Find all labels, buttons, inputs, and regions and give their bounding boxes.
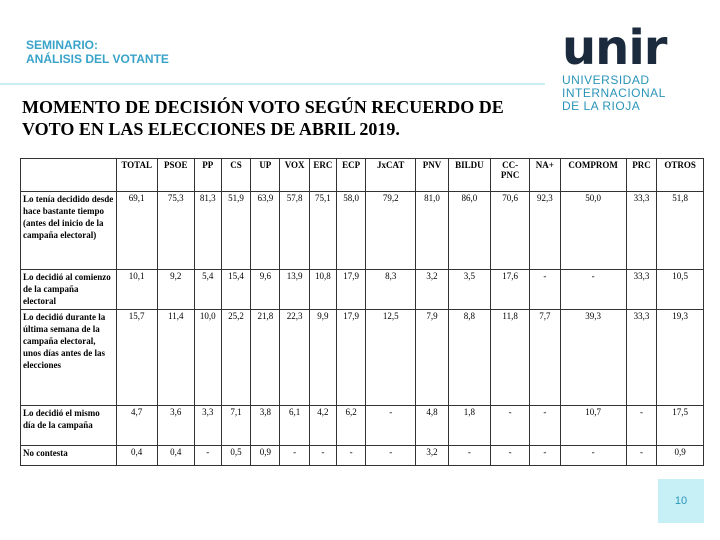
table-cell: 4,7 xyxy=(116,406,157,446)
table-cell: 50,0 xyxy=(560,192,626,270)
table-cell: - xyxy=(530,446,560,466)
table-cell: 11,4 xyxy=(157,310,194,406)
table-cell: 81,3 xyxy=(194,192,221,270)
table-row xyxy=(21,192,704,270)
table-cell: 57,8 xyxy=(280,192,309,270)
table-cell: 10,5 xyxy=(657,270,704,310)
column-header: ERC xyxy=(309,159,336,192)
column-header: CC-PNC xyxy=(491,159,530,192)
table-cell: 3,6 xyxy=(157,406,194,446)
logo-line-2: INTERNACIONAL xyxy=(562,86,666,100)
column-header: PSOE xyxy=(157,159,194,192)
table-cell: 81,0 xyxy=(416,192,449,270)
column-header: PNV xyxy=(416,159,449,192)
table-cell: 0,4 xyxy=(116,446,157,466)
logo-line-1: UNIVERSIDAD xyxy=(562,73,650,87)
table-cell: 7,9 xyxy=(416,310,449,406)
row-label: No contesta xyxy=(21,446,117,466)
row-label: Lo tenía decidido desde hace bastante tiempo (antes del inicio de la campaña electoral) xyxy=(21,192,117,270)
table-cell: - xyxy=(366,406,416,446)
table-cell: 17,6 xyxy=(491,270,530,310)
table-cell: 4,8 xyxy=(416,406,449,446)
table-cell: - xyxy=(336,446,365,466)
table-cell: - xyxy=(626,446,656,466)
seminar-title xyxy=(26,38,169,66)
table-cell: 10,8 xyxy=(309,270,336,310)
column-header: BILDU xyxy=(448,159,490,192)
row-label: Lo decidió el mismo día de la campaña xyxy=(21,406,117,446)
table-cell: 9,9 xyxy=(309,310,336,406)
table-cell: 25,2 xyxy=(221,310,250,406)
table-cell: 11,8 xyxy=(491,310,530,406)
column-header: PRC xyxy=(626,159,656,192)
column-header: NA+ xyxy=(530,159,560,192)
table-cell: 15,4 xyxy=(221,270,250,310)
table-cell: 51,9 xyxy=(221,192,250,270)
table-cell: 3,3 xyxy=(194,406,221,446)
seminar-line-1: SEMINARIO: xyxy=(26,38,98,52)
table-cell: - xyxy=(530,406,560,446)
table-cell: - xyxy=(560,446,626,466)
table-cell: 33,3 xyxy=(626,270,656,310)
table-cell: 22,3 xyxy=(280,310,309,406)
row-label: Lo decidió durante la última semana de la campaña electoral, unos días antes de las elecciones xyxy=(21,310,117,406)
table-cell: - xyxy=(491,406,530,446)
table-row xyxy=(21,310,704,406)
table-cell: 0,5 xyxy=(221,446,250,466)
table-cell: 3,5 xyxy=(448,270,490,310)
column-header: UP xyxy=(251,159,280,192)
table-header-row xyxy=(21,159,704,192)
table-cell: 63,9 xyxy=(251,192,280,270)
table-cell: 9,2 xyxy=(157,270,194,310)
column-header: ECP xyxy=(336,159,365,192)
table-row xyxy=(21,270,704,310)
unir-logo xyxy=(562,20,702,116)
table-cell: 0,9 xyxy=(657,446,704,466)
table-cell: 12,5 xyxy=(366,310,416,406)
table-cell: 70,6 xyxy=(491,192,530,270)
logo-subtitle xyxy=(562,74,702,113)
slide-title: MOMENTO DE DECISIÓN VOTO SEGÚN RECUERDO DE VOTO EN LAS ELECCIONES DE ABRIL 2019. xyxy=(22,97,504,139)
table-cell: 17,5 xyxy=(657,406,704,446)
table-cell: 9,6 xyxy=(251,270,280,310)
decision-table xyxy=(20,158,704,466)
header-divider xyxy=(0,83,545,85)
table-cell: - xyxy=(530,270,560,310)
table-cell: - xyxy=(560,270,626,310)
column-header: PP xyxy=(194,159,221,192)
table-row xyxy=(21,446,704,466)
table-cell: 17,9 xyxy=(336,310,365,406)
table-cell: 3,8 xyxy=(251,406,280,446)
row-label: Lo decidió al comienzo de la campaña electoral xyxy=(21,270,117,310)
page-number: 10 xyxy=(658,479,704,523)
table-cell: 3,2 xyxy=(416,270,449,310)
table-cell: - xyxy=(366,446,416,466)
table-cell: 8,8 xyxy=(448,310,490,406)
table-cell: 10,0 xyxy=(194,310,221,406)
table-cell: - xyxy=(448,446,490,466)
table-cell: - xyxy=(626,406,656,446)
table-cell: 17,9 xyxy=(336,270,365,310)
table-cell: 51,8 xyxy=(657,192,704,270)
table-cell: 75,1 xyxy=(309,192,336,270)
table-cell: 4,2 xyxy=(309,406,336,446)
column-header: COMPROM xyxy=(560,159,626,192)
table-cell: 10,7 xyxy=(560,406,626,446)
table-cell: 7,1 xyxy=(221,406,250,446)
table-cell: 33,3 xyxy=(626,310,656,406)
table-cell: 33,3 xyxy=(626,192,656,270)
table-cell: 39,3 xyxy=(560,310,626,406)
column-header: TOTAL xyxy=(116,159,157,192)
table-cell: 19,3 xyxy=(657,310,704,406)
table-cell: 92,3 xyxy=(530,192,560,270)
header-empty xyxy=(21,159,117,192)
table-cell: 3,2 xyxy=(416,446,449,466)
table-cell: - xyxy=(491,446,530,466)
table-cell: - xyxy=(194,446,221,466)
logo-line-3: DE LA RIOJA xyxy=(562,99,641,113)
table-cell: 8,3 xyxy=(366,270,416,310)
table-cell: 5,4 xyxy=(194,270,221,310)
table-cell: 6,1 xyxy=(280,406,309,446)
table-cell: 0,4 xyxy=(157,446,194,466)
column-header: OTROS xyxy=(657,159,704,192)
table-cell: 7,7 xyxy=(530,310,560,406)
table-cell: 1,8 xyxy=(448,406,490,446)
seminar-line-2: ANÁLISIS DEL VOTANTE xyxy=(26,52,169,66)
table-cell: 0,9 xyxy=(251,446,280,466)
table-cell: 75,3 xyxy=(157,192,194,270)
table-cell: 21,8 xyxy=(251,310,280,406)
table-cell: - xyxy=(309,446,336,466)
table-cell: - xyxy=(280,446,309,466)
column-header: JxCAT xyxy=(366,159,416,192)
column-header: VOX xyxy=(280,159,309,192)
column-header: CS xyxy=(221,159,250,192)
table-cell: 6,2 xyxy=(336,406,365,446)
table-cell: 15,7 xyxy=(116,310,157,406)
logo-word: unir xyxy=(562,20,667,76)
table-cell: 79,2 xyxy=(366,192,416,270)
table-cell: 86,0 xyxy=(448,192,490,270)
table-cell: 69,1 xyxy=(116,192,157,270)
table-cell: 13,9 xyxy=(280,270,309,310)
table-cell: 58,0 xyxy=(336,192,365,270)
table-cell: 10,1 xyxy=(116,270,157,310)
table-row xyxy=(21,406,704,446)
